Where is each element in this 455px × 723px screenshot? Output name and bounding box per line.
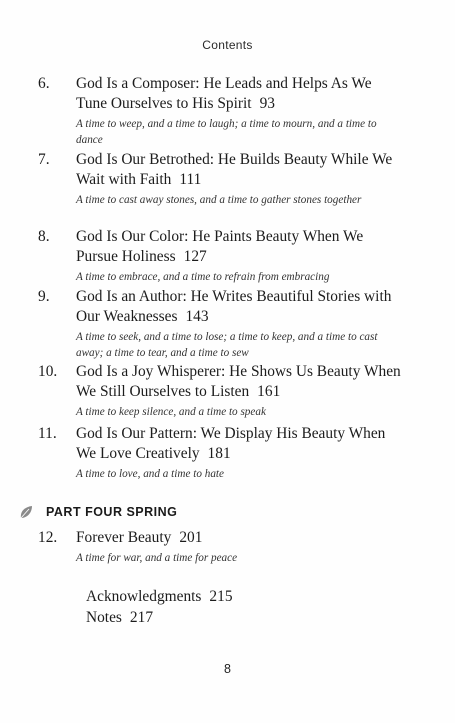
- chapter-title-text: God Is an Author: He Writes Beautiful Stories with Our Weaknesses: [76, 288, 392, 325]
- toc-entry-12: [38, 528, 406, 566]
- toc-entry-9: [38, 287, 406, 361]
- chapter-number: 9.: [38, 288, 50, 305]
- chapter-title-text: Forever Beauty: [76, 529, 172, 546]
- page-header: Contents: [202, 38, 253, 52]
- chapter-epigraph: A time to embrace, and a time to refrain from embracing: [76, 271, 330, 283]
- chapter-number: 7.: [38, 151, 50, 168]
- chapter-title: [38, 150, 406, 190]
- chapter-epigraph: A time for war, and a time for peace: [76, 552, 238, 564]
- chapter-title-text: God Is Our Betrothed: He Builds Beauty While We Wait with Faith: [76, 151, 393, 188]
- page-number: 215: [209, 588, 233, 605]
- part-title: PART FOUR SPRING: [46, 505, 178, 519]
- page-number: 143: [185, 308, 209, 325]
- toc-entry-7: [38, 150, 406, 208]
- chapter-number: 12.: [38, 529, 58, 546]
- chapter-title: [38, 74, 406, 114]
- toc-entry-notes: [86, 609, 153, 627]
- chapter-title-text: God Is a Composer: He Leads and Helps As We Tune Ourselves to His Spirit: [76, 75, 372, 112]
- chapter-number: 10.: [38, 363, 58, 380]
- chapter-title: [38, 528, 406, 548]
- chapter-epigraph: A time to seek, and a time to lose; a time to keep, and a time to cast away; a time to tear, and a time to sew: [76, 331, 378, 359]
- page-number: 111: [179, 171, 202, 188]
- page-number: 201: [179, 529, 203, 546]
- chapter-title: [38, 424, 406, 464]
- chapter-number: 8.: [38, 228, 50, 245]
- leaf-icon: [18, 504, 34, 520]
- back-matter-title: Notes: [86, 609, 122, 626]
- chapter-title-text: God Is Our Color: He Paints Beauty When We Pursue Holiness: [76, 228, 364, 265]
- page-folio: 8: [224, 662, 231, 676]
- chapter-epigraph: A time to keep silence, and a time to speak: [76, 406, 266, 418]
- page-number: 93: [259, 95, 275, 112]
- chapter-epigraph: A time to love, and a time to hate: [76, 468, 224, 480]
- toc-entry-11: [38, 424, 406, 482]
- chapter-title: [38, 362, 406, 402]
- chapter-epigraph: A time to cast away stones, and a time to gather stones together: [76, 194, 362, 206]
- page-number: 181: [207, 445, 231, 462]
- chapter-number: 11.: [38, 425, 57, 442]
- page-number: 217: [129, 609, 154, 626]
- chapter-title: [38, 227, 406, 267]
- toc-entry-acknowledgments: [86, 588, 233, 606]
- page-number: 161: [257, 383, 281, 400]
- chapter-title-text: God Is a Joy Whisperer: He Shows Us Beauty When We Still Ourselves to Listen: [76, 363, 401, 400]
- chapter-number: 6.: [38, 75, 50, 92]
- toc-entry-10: [38, 362, 406, 420]
- toc-entry-8: [38, 227, 406, 285]
- toc-entry-6: [38, 74, 406, 148]
- chapter-title: [38, 287, 406, 327]
- part-heading: [18, 504, 177, 520]
- page-number: 127: [183, 248, 207, 265]
- chapter-epigraph: A time to weep, and a time to laugh; a time to mourn, and a time to dance: [76, 118, 377, 146]
- chapter-title-text: God Is Our Pattern: We Display His Beauty When We Love Creatively: [76, 425, 386, 462]
- back-matter-title: Acknowledgments: [86, 588, 202, 605]
